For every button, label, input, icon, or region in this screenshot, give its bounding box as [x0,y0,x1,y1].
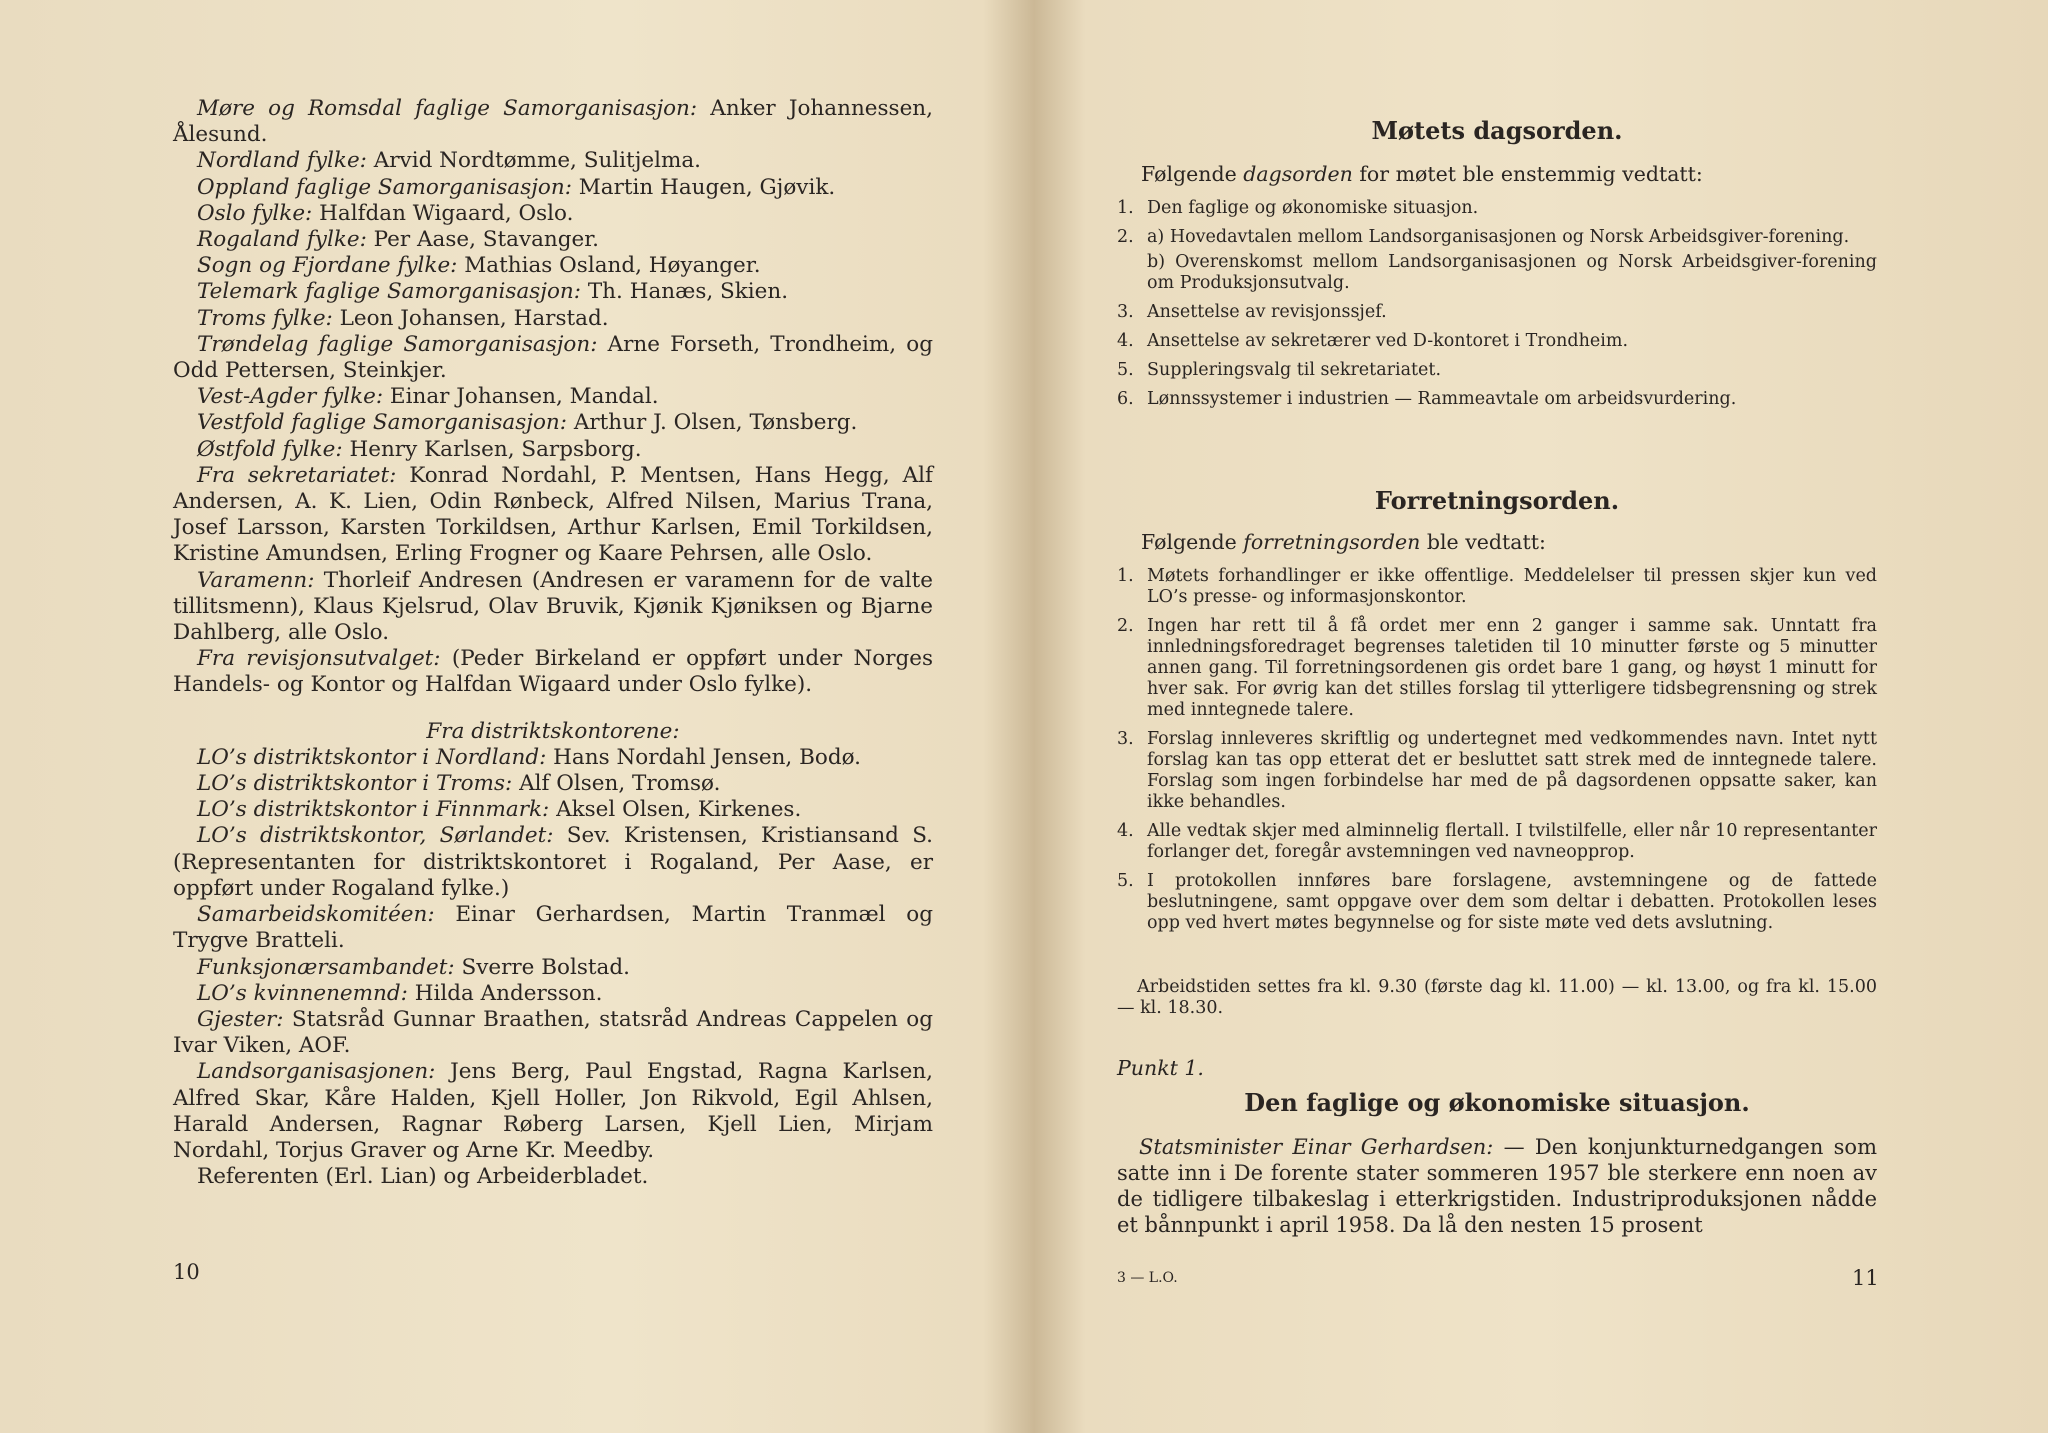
entry-text: Per Aase, Stavanger. [366,227,600,253]
entry-text: Aksel Olsen, Kirkenes. [549,797,802,823]
district-entry [173,1007,933,1059]
entry-text: Einar Johansen, Mandal. [383,384,659,410]
item-number: 3. [1117,302,1134,322]
entry-text: Anker Johannessen, Ålesund. [173,96,933,148]
entry-text: Alf Olsen, Tromsø. [512,771,721,797]
item-number: 6. [1117,389,1134,409]
district-entry [173,745,933,771]
participant-entry [173,384,933,410]
entry-label: Rogaland fylke: [197,227,367,253]
entry-label: LO’s distriktskontor, Sørlandet: [197,823,554,849]
entry-text: Sverre Bolstad. [454,954,630,980]
item-text: Lønnssystemer i industrien — Rammeavtale om arbeidsvurdering. [1147,389,1737,409]
district-heading: Fra distriktskontorene: [426,718,680,744]
entry-text: Hans Nordahl Jensen, Bodø. [546,744,862,770]
item-number: 1. [1117,566,1134,586]
order-title: Forretningsorden. [1374,486,1620,515]
entry-label: Møre og Romsdal faglige Samorganisasjon: [197,96,698,121]
entry-label: Gjester: [197,1006,284,1032]
item-text: Møtets forhandlinger er ikke offentlige. Meddelelser til pressen skjer kun ved LO’s presse- og informasjonskontor. [1147,566,1877,607]
entry-text: Th. Hanæs, Skien. [581,279,789,305]
participant-entry [173,279,933,305]
entry-text: Statsråd Gunnar Braathen, statsråd Andreas Cappelen og Ivar Viken, AOF. [173,1006,933,1059]
agenda-intro: Følgende dagsorden for møtet ble enstemmig vedtatt: [1141,162,1703,186]
agenda-item [1117,360,1877,381]
item-text: Ingen har rett til å få ordet mer enn 2 ganger i samme sak. Unntatt fra innledningsforedraget begrenses taletiden til 10 minutter første og 5 minutter annen gang. Til forretningsordenen gis ordet bare 1 gang, og høyst 1 minutt for hver sak. For øvrig kan det stilles forslag til ytterligere tidsbegrensning og strek med inntegnede talere. [1147,616,1877,720]
item-number: 1. [1117,198,1134,218]
participant-entry [173,148,933,174]
entry-text: Konrad Nordahl, P. Mentsen, Hans Hegg, Alf Andersen, A. K. Lien, Odin Rønbeck, Alfred Nilsen, Marius Trana, Josef Larsson, Karsten Torkildsen, Arthur Karlsen, Emil Torkildsen, Kristine Amundsen, Erling Frogner og Kaare Pehrsen, alle Oslo. [173,462,934,567]
agenda-item [1117,302,1877,323]
entry-text: Hilda Andersson. [407,980,603,1006]
entry-label: Telemark faglige Samorganisasjon: [197,279,581,305]
district-entry [173,1059,933,1164]
district-entry [173,797,933,823]
entry-label: Nordland fylke: [197,148,367,174]
left-page [0,0,1010,1433]
item-number: 3. [1117,729,1134,749]
entry-text: Referenten (Erl. Lian) og Arbeiderbladet. [197,1164,649,1190]
entry-label: Funksjonærsambandet: [197,954,455,980]
item-number: 5. [1117,360,1134,380]
entry-text: Mathias Osland, Høyanger. [457,253,761,279]
entry-label: Samarbeidskomitéen: [197,902,435,928]
item-number: 5. [1117,871,1134,891]
entry-text: Leon Johansen, Harstad. [332,305,609,331]
work-hours: Arbeidstiden settes fra kl. 9.30 (første dag kl. 11.00) — kl. 13.00, og fra kl. 15.00 — kl. 18.30. [1117,977,1877,1018]
entry-text: Martin Haugen, Gjøvik. [571,174,836,200]
district-entry [173,981,933,1007]
item-text: Den faglige og økonomiske situasjon. [1147,198,1479,218]
item-number: 4. [1117,821,1134,841]
speech-paragraph: Statsminister Einar Gerhardsen: — Den konjunkturnedgangen som satte inn i De forente stater sommeren 1957 ble sterkere enn noen av de tidligere tilbakeslag i etterkrigstiden. Industriproduksjonen nådde et bånnpunkt i april 1958. Da lå den nesten 15 prosent [1117,1135,1877,1237]
item-text: Ansettelse av revisjonssjef. [1147,302,1387,322]
item-text: Forslag innleveres skriftlig og undertegnet med vedkommendes navn. Intet nytt forslag kan tas opp etterat det er besluttet satt strek med de inntegnede talere. Forslag som ingen forbindelse har med de på dagsordenen oppsatte saker, kan ikke behandles. [1147,729,1877,812]
item-number: 2. [1117,227,1134,247]
participant-entry [173,175,933,201]
item-text: Suppleringsvalg til sekretariatet. [1147,360,1442,380]
entry-text: Arthur J. Olsen, Tønsberg. [566,410,858,436]
order-item [1117,616,1877,721]
entry-label: Varamenn: [197,567,315,593]
entry-text: Arvid Nordtømme, Sulitjelma. [366,148,702,174]
section-title: Den faglige og økonomiske situasjon. [1244,1088,1750,1117]
entry-text: Halfdan Wigaard, Oslo. [312,200,574,226]
participant-entry [173,227,933,253]
entry-label: Landsorganisasjonen: [197,1059,436,1085]
entry-text: Thorleif Andresen (Andresen er varamenn for de valte tillitsmenn), Klaus Kjelsrud, Olav Bruvik, Kjønik Kjøniksen og Bjarne Dahlberg, alle Oslo. [173,567,933,646]
participant-entry [173,201,933,227]
participant-entry [173,306,933,332]
participant-entry [173,410,933,436]
item-text: Ansettelse av sekretærer ved D-kontoret i Trondheim. [1147,331,1629,351]
participant-entry [173,437,933,463]
right-page [1030,0,2048,1433]
entry-text: (Peder Birkeland er oppført under Norges Handels- og Kontor og Halfdan Wigaard under Oslo fylke). [173,646,934,698]
agenda-item [1117,227,1877,294]
entry-text: Sev. Kristensen, Kristiansand S. (Representanten for distriktskontoret i Rogaland, Per Aase, er oppført under Rogaland fylke.) [173,823,933,901]
page-number-left: 10 [173,1260,200,1284]
entry-text: Arne Forseth, Trondheim, og Odd Pettersen, Steinkjer. [173,331,933,384]
agenda-item [1117,198,1877,219]
district-entry [173,955,933,981]
entry-label: LO’s distriktskontor i Finnmark: [197,797,550,823]
district-entry [173,771,933,797]
entry-label: LO’s distriktskontor i Nordland: [197,744,547,770]
order-intro: Følgende forretningsorden ble vedtatt: [1141,530,1546,554]
entry-label: Vestfold faglige Samorganisasjon: [197,410,567,436]
entry-label: Vest-Agder fylke: [197,384,384,410]
district-entry [173,1164,933,1190]
order-list [1117,566,1877,942]
entry-label: Østfold fylke: [197,436,343,462]
order-item [1117,729,1877,813]
participant-entry [173,463,933,568]
participant-entry [173,646,933,698]
participant-entry [173,568,933,647]
entry-text: Jens Berg, Paul Engstad, Ragna Karlsen, Alfred Skar, Kåre Halden, Kjell Holler, Jon Rikvold, Egil Ahlsen, Harald Andersen, Ragnar Røberg Larsen, Kjell Lien, Mirjam Nordahl, Torjus Graver og Arne Kr. Meedby. [173,1059,933,1163]
order-item [1117,871,1877,934]
entry-label: Fra revisjonsutvalget: [197,646,441,672]
participant-entry [173,96,933,148]
order-item [1117,566,1877,608]
entry-label: Trøndelag faglige Samorganisasjon: [197,331,598,357]
item-text: Alle vedtak skjer med alminnelig flertall. I tvilstilfelle, eller når 10 representanter forlanger det, foregår avstemningen ved navneopprop. [1147,821,1877,862]
district-entry [173,902,933,954]
entry-text: Einar Gerhardsen, Martin Tranmæl og Trygve Bratteli. [173,902,933,954]
entry-label: Oppland faglige Samorganisasjon: [197,174,572,200]
order-item [1117,821,1877,863]
entry-label: Fra sekretariatet: [197,462,397,488]
item-number: 4. [1117,331,1134,351]
participant-entry [173,332,933,384]
signature-mark: 3 — L.O. [1117,1270,1178,1286]
page-number-right: 11 [1852,1266,1879,1290]
participant-entry [173,253,933,279]
agenda-list [1117,198,1877,418]
item-number: 2. [1117,616,1134,636]
entry-label: Sogn og Fjordane fylke: [197,253,458,279]
participant-list [173,96,933,1190]
entry-label: Troms fylke: [197,305,333,331]
agenda-item [1117,331,1877,352]
district-entry [173,823,933,902]
entry-label: Oslo fylke: [197,200,313,226]
agenda-item [1117,389,1877,410]
punkt-label: Punkt 1. [1117,1056,1204,1080]
entry-text: Henry Karlsen, Sarpsborg. [342,436,642,462]
item-text: a) Hovedavtalen mellom Landsorganisasjonen og Norsk Arbeidsgiver-forening. b) Overenskomst mellom Landsorganisasjonen og Norsk Arbeidsgiver-forening om Produksjonsutvalg. [1147,227,1877,293]
entry-label: LO’s distriktskontor i Troms: [197,771,513,797]
agenda-title: Møtets dagsorden. [1371,116,1623,145]
item-text: I protokollen innføres bare forslagene, avstemningene og de fattede beslutningene, samt oppgave over dem som deltar i debatten. Protokollen leses opp ved hvert møtes begynnelse og for siste møte ved dets avslutning. [1147,871,1877,933]
entry-label: LO’s kvinnenemnd: [197,980,408,1006]
